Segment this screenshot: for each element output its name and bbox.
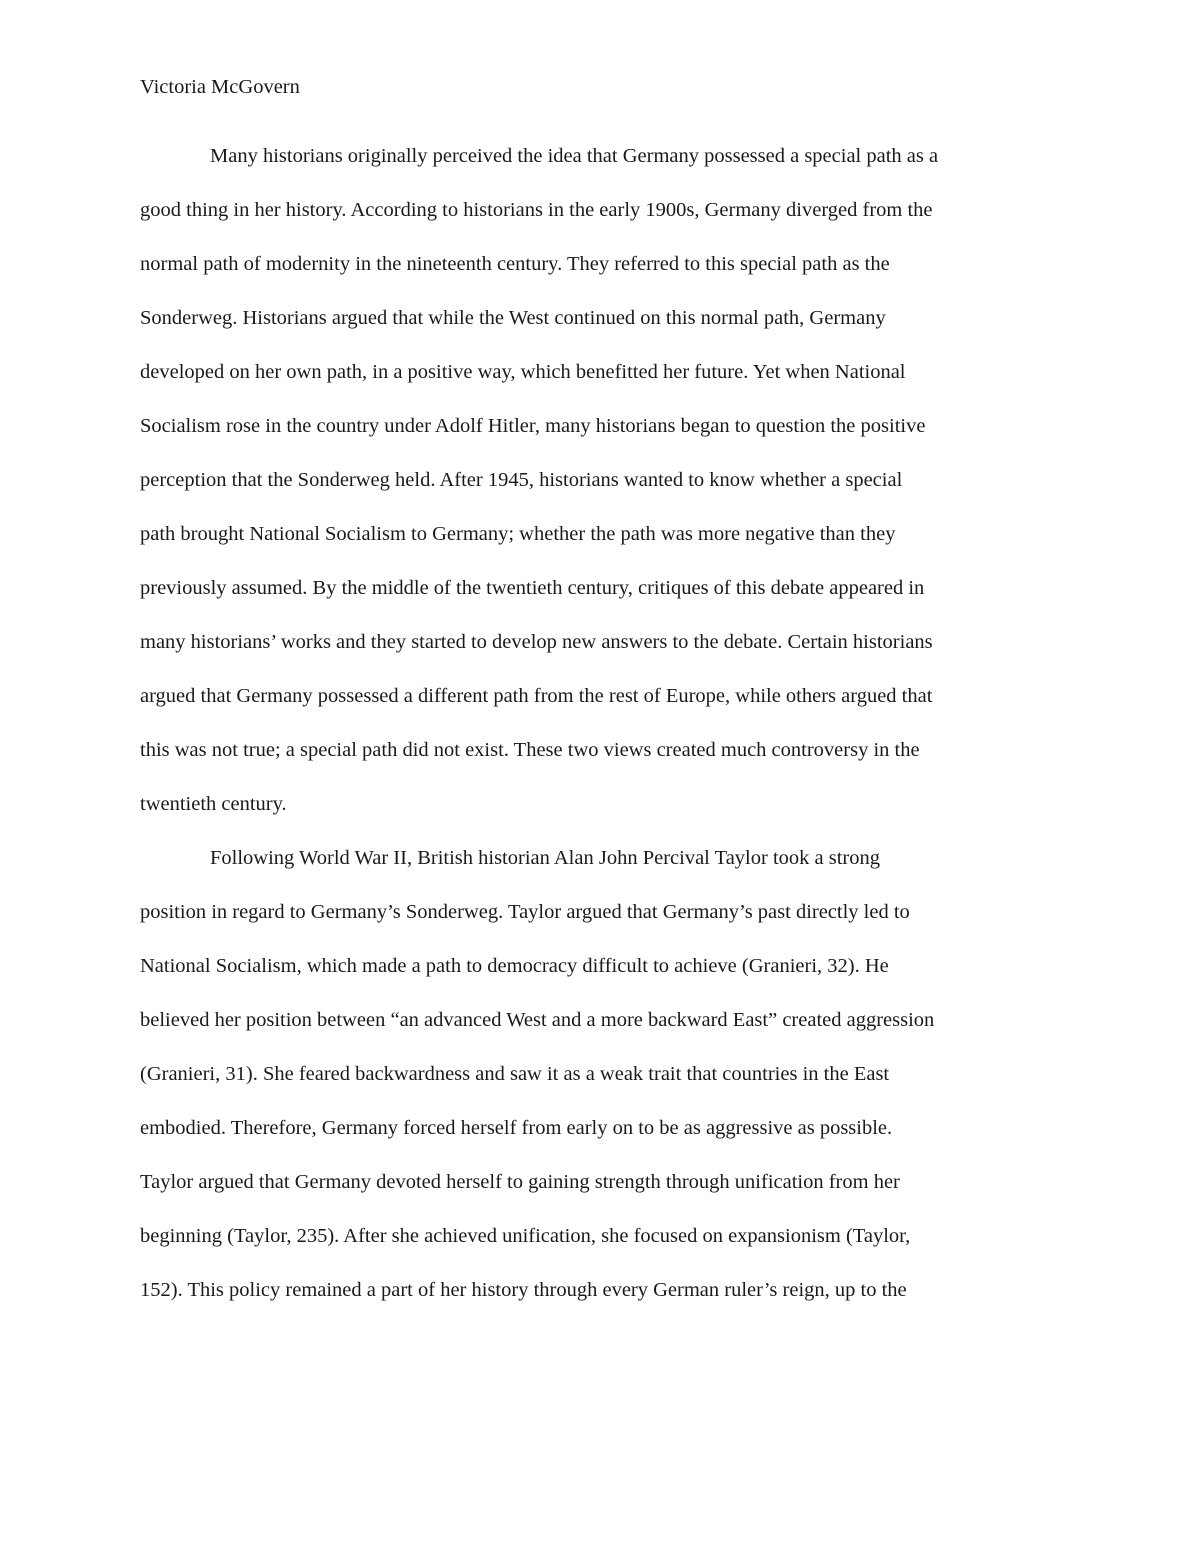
paragraph-line: Sonderweg. Historians argued that while the West continued on this normal path, Germany <box>140 307 886 329</box>
paragraph-line: embodied. Therefore, Germany forced herself from early on to be as aggressive as possible. <box>140 1117 893 1139</box>
paragraph-line: previously assumed. By the middle of the twentieth century, critiques of this debate appeared in <box>140 577 925 599</box>
paragraph-line: twentieth century. <box>140 793 287 815</box>
paragraph-line: National Socialism, which made a path to democracy difficult to achieve (Granieri, 32). He <box>140 955 889 977</box>
paragraph-line: beginning (Taylor, 235). After she achieved unification, she focused on expansionism (Taylor, <box>140 1225 911 1247</box>
paragraph-line: this was not true; a special path did not exist. These two views created much controversy in the <box>140 739 920 761</box>
paragraph-line: argued that Germany possessed a different path from the rest of Europe, while others argued that <box>140 685 933 707</box>
author-name: Victoria McGovern <box>140 76 300 98</box>
paragraph-line: (Granieri, 31). She feared backwardness and saw it as a weak trait that countries in the East <box>140 1063 890 1085</box>
paragraph-line: Socialism rose in the country under Adolf Hitler, many historians began to question the positive <box>140 415 926 437</box>
paragraph-line: position in regard to Germany’s Sonderweg. Taylor argued that Germany’s past directly led to <box>140 901 910 923</box>
paragraph-line: believed her position between “an advanced West and a more backward East” created aggression <box>140 1009 935 1031</box>
paragraph-2 <box>140 843 1060 1329</box>
paragraph-line: Following World War II, British historian Alan John Percival Taylor took a strong <box>210 847 880 869</box>
document-body <box>140 141 1060 1329</box>
paragraph-line: developed on her own path, in a positive way, which benefitted her future. Yet when National <box>140 361 906 383</box>
paragraph-line: normal path of modernity in the nineteenth century. They referred to this special path as the <box>140 253 890 275</box>
paragraph-line: many historians’ works and they started to develop new answers to the debate. Certain historians <box>140 631 933 653</box>
paragraph-line: good thing in her history. According to historians in the early 1900s, Germany diverged from the <box>140 199 933 221</box>
paragraph-line: Many historians originally perceived the idea that Germany possessed a special path as a <box>210 145 939 167</box>
paragraph-line: 152). This policy remained a part of her history through every German ruler’s reign, up to the <box>140 1279 907 1301</box>
paragraph-line: Taylor argued that Germany devoted herself to gaining strength through unification from her <box>140 1171 900 1193</box>
paragraph-line: perception that the Sonderweg held. After 1945, historians wanted to know whether a special <box>140 469 903 491</box>
paragraph-1 <box>140 141 1060 843</box>
paragraph-line: path brought National Socialism to Germany; whether the path was more negative than they <box>140 523 896 545</box>
